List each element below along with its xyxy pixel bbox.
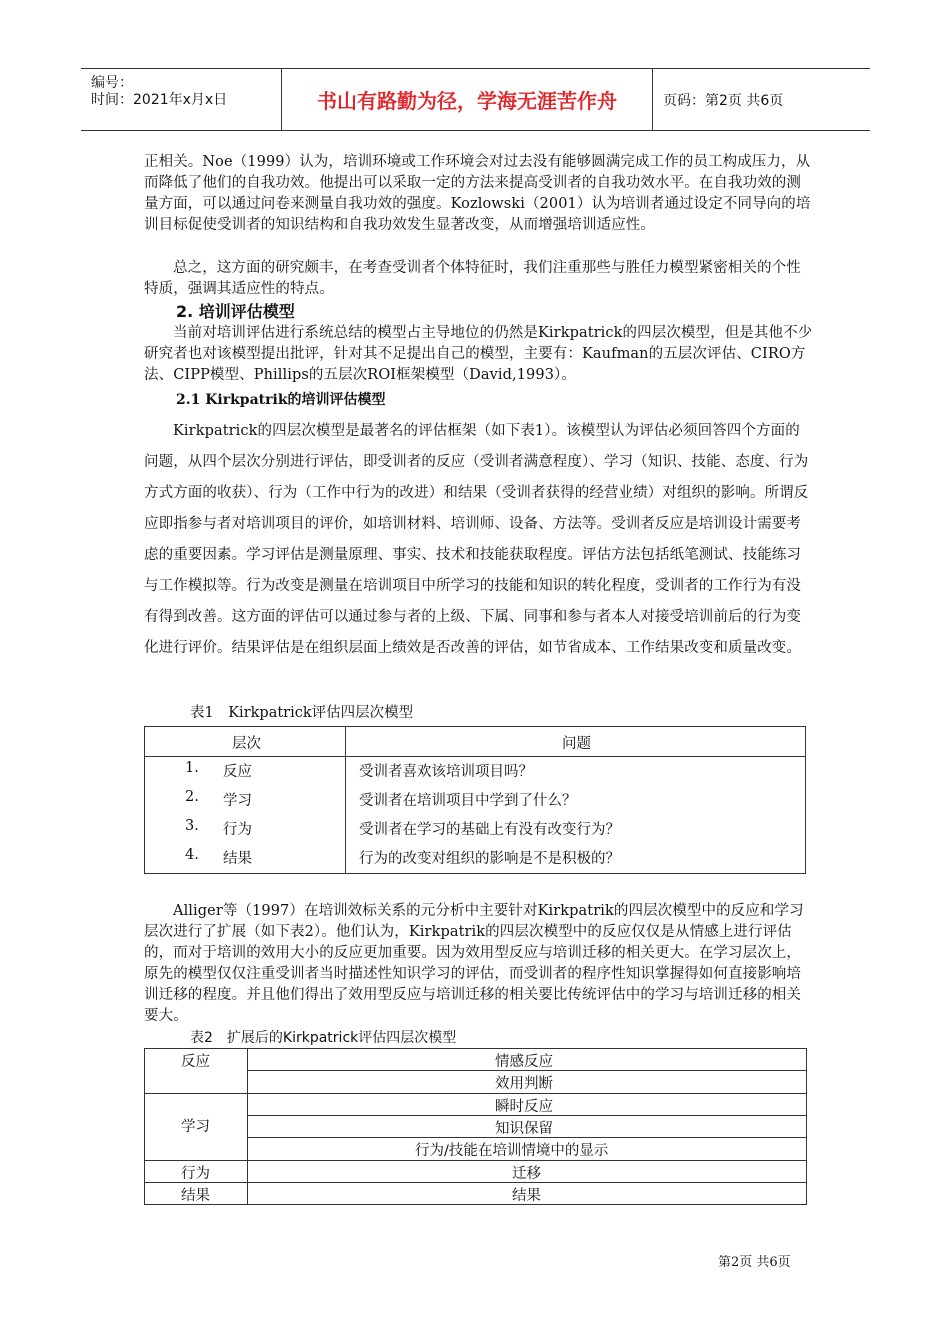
table2-reaction-item: 情感反应: [495, 1054, 553, 1070]
date-label: 时间：2021年x月x日: [91, 92, 228, 108]
table2-result-item: 结果: [512, 1188, 541, 1204]
table2-learning-item: 瞬时反应: [495, 1099, 553, 1115]
table2-behavior: 行为: [181, 1166, 210, 1182]
paragraph-4: Kirkpatrick的四层次模型是最著名的评估框架（如下表1）。该模型认为评估必须回答四个方面的问题，从四个层次分别进行评估，即受训者的反应（受训者满意程度）、学习（知识、技能、态度、行为方式方面的收获）、行为（工作中行为的改进）和结果（受训者获得的经营业绩）对组织的影响。所谓反应即指参与者对培训项目的评价，如培训材料、培训师、设备、方法等。受训者反应是培训设计需要考虑的重要因素。学习评估是测量原理、事实、技术和技能获取程度。评估方法包括纸笔测试、技能练习与工作模拟等。行为改变是测量在培训项目中所学习的技能和知识的转化程度，受训者的工作行为有没有得到改善。这方面的评估可以通过参与者的上级、下属、同事和参与者本人对接受培训前后的行为变化进行评价。结果评估是在组织层面上绩效是否改善的评估，如节省成本、工作结果改变和质量改变。: [144, 423, 809, 656]
table1-header-level: 层次: [232, 736, 261, 752]
section-2-title: 2. 培训评估模型: [176, 302, 295, 321]
table1-header-divider: [145, 756, 805, 757]
table2-column-divider: [247, 1049, 248, 1204]
table2-learning-item: 行为/技能在培训情境中的显示: [415, 1143, 609, 1159]
paragraph-5: Alliger等（1997）在培训效标关系的元分析中主要针对Kirkpatrik的四层次模型中的反应和学习层次进行了扩展（如下表2）。他们认为，Kirkpatrik的四层次模型中的反应仅仅是从情感上进行评估的，而对于培训的效用大小的反应更加重要。因为效用型反应与培训迁移的相关更大。在学习层次上，原先的模型仅仅注重受训者当时描述性知识学习的评估，而受训者的程序性知识掌握得如何直接影响培训迁移的程度。并且他们得出了效用型反应与培训迁移的相关要比传统评估中的学习与培训迁移的相关要大。: [144, 903, 804, 1024]
row-level: 行为: [223, 822, 252, 838]
table2-behavior-item: 迁移: [512, 1166, 541, 1182]
table-row: [145, 847, 805, 875]
header-page-label: 页码：第2页 共6页: [663, 93, 784, 109]
table2-reaction-item: 效用判断: [495, 1076, 553, 1092]
table1-caption: 表1 Kirkpatrick评估四层次模型: [190, 705, 414, 721]
page-footer: 第2页 共6页: [718, 1255, 791, 1270]
row-level: 学习: [223, 793, 252, 809]
table1: [144, 726, 806, 874]
table2-reaction: 反应: [181, 1054, 210, 1070]
table1-header-question: 问题: [562, 736, 591, 752]
page-header: [81, 68, 870, 131]
row-question: 行为的改变对组织的影响是不是积极的？: [359, 851, 620, 867]
table2-divider: [145, 1182, 806, 1183]
row-question: 受训者在培训项目中学到了什么？: [359, 793, 577, 809]
header-meta: [81, 69, 282, 130]
code-label: 编号：: [91, 75, 133, 91]
row-question: 受训者喜欢该培训项目吗？: [359, 764, 533, 780]
table2-caption: 表2 扩展后的Kirkpatrick评估四层次模型: [190, 1030, 457, 1046]
row-level: 反应: [223, 764, 252, 780]
table2: [144, 1048, 807, 1205]
row-level: 结果: [223, 851, 252, 867]
table-row: [145, 818, 805, 846]
table2-learning: 学习: [181, 1119, 210, 1135]
subsection-2-1-title: 2.1 Kirkpatrik的培训评估模型: [176, 392, 386, 408]
table2-divider: [145, 1093, 806, 1094]
table-row: [145, 789, 805, 817]
paragraph-2: 总之，这方面的研究颇丰，在考查受训者个体特征时，我们注重那些与胜任力模型紧密相关的个性特质，强调其适应性的特点。: [144, 260, 801, 297]
table2-divider: [145, 1160, 806, 1161]
row-number: 1.: [185, 760, 199, 776]
row-number: 3.: [185, 818, 199, 834]
paragraph-3: 当前对培训评估进行系统总结的模型占主导地位的仍然是Kirkpatrick的四层次模型，但是其他不少研究者也对该模型提出批评，针对其不足提出自己的模型，主要有：Kaufman的五层次评估、CIRO方法、CIPP模型、Phillips的五层次ROI框架模型（David,1993）。: [144, 325, 813, 383]
table2-learning-item: 知识保留: [495, 1121, 553, 1137]
table-row: [145, 760, 805, 788]
row-number: 2.: [185, 789, 199, 805]
header-motto: 书山有路勤为径，学海无涯苦作舟: [282, 69, 653, 130]
paragraph-1: 正相关。Noe（1999）认为，培训环境或工作环境会对过去没有能够圆满完成工作的员工构成压力，从而降低了他们的自我功效。他提出可以采取一定的方法来提高受训者的自我功效水平。在自我功效的测量方面，可以通过问卷来测量自我功效的强度。Kozlowski（2001）认为培训者通过设定不同导向的培训目标促使受训者的知识结构和自我功效发生显著改变，从而增强培训适应性。: [144, 154, 811, 233]
row-question: 受训者在学习的基础上有没有改变行为？: [359, 822, 620, 838]
row-number: 4.: [185, 847, 199, 863]
table2-result: 结果: [181, 1188, 210, 1204]
